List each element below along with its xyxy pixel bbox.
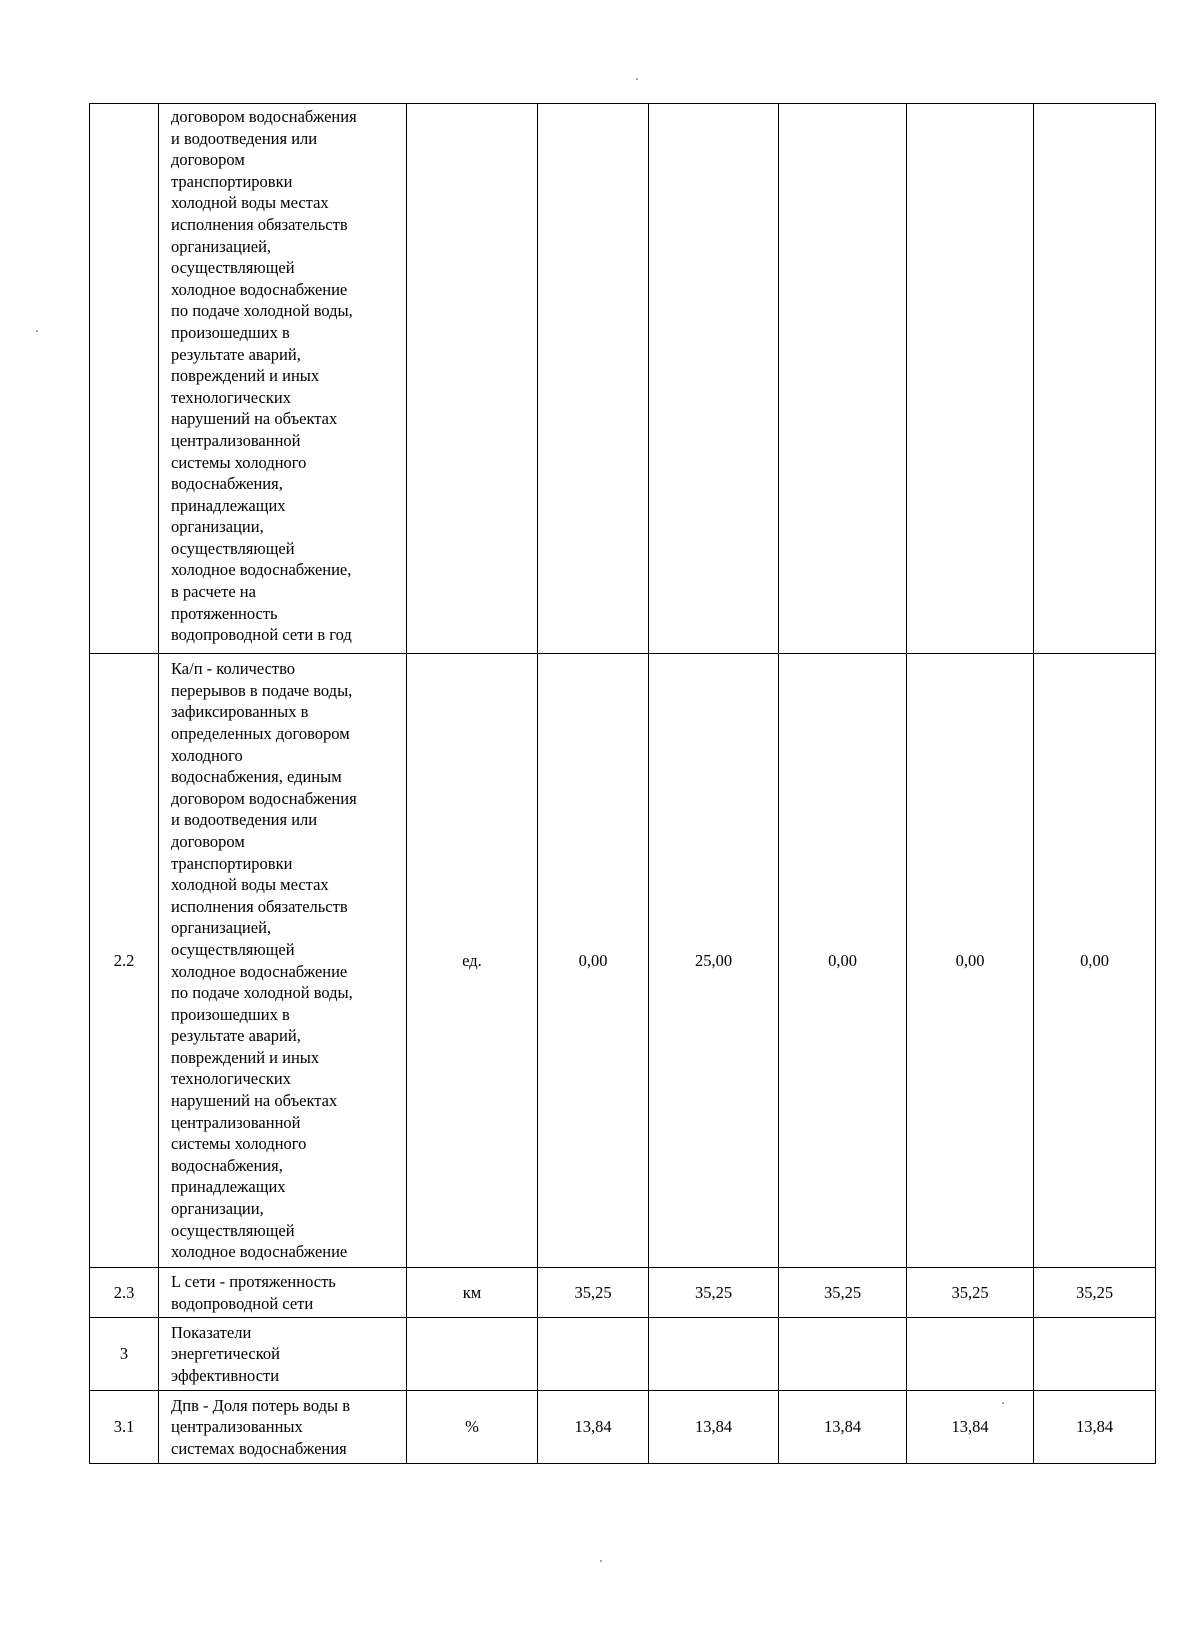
table-row xyxy=(90,1391,1156,1464)
value-cell xyxy=(649,1318,779,1391)
indicator-description: Дпв - Доля потерь воды в централизованных системах водоснабжения xyxy=(159,1391,407,1464)
row-number: 2.2 xyxy=(90,654,159,1268)
row-number: 3.1 xyxy=(90,1391,159,1464)
table-row xyxy=(90,1268,1156,1318)
indicators-table xyxy=(89,103,1156,1464)
value-cell: 0,00 xyxy=(907,654,1034,1268)
section-heading: Показатели энергетической эффективности xyxy=(159,1318,407,1391)
indicator-description: договором водоснабжения и водоотведения или договором транспортировки холодной воды местах исполнения обязательств организацией, осуществляющей холодное водоснабжение по подаче холодной воды, произошедших в результате аварий, повреждений и иных технологических нарушений на объектах централизованной системы холодного водоснабжения, принадлежащих организации, осуществляющей холодное водоснабжение, в расчете на протяженность водопроводной сети в год xyxy=(159,104,407,654)
value-cell xyxy=(1034,104,1156,654)
value-cell xyxy=(779,104,907,654)
unit-cell xyxy=(407,104,538,654)
unit-cell xyxy=(407,1318,538,1391)
indicator-description: L сети - протяженность водопроводной сети xyxy=(159,1268,407,1318)
value-cell: 35,25 xyxy=(1034,1268,1156,1318)
unit-cell: ед. xyxy=(407,654,538,1268)
value-cell: 0,00 xyxy=(538,654,649,1268)
value-cell xyxy=(907,1318,1034,1391)
value-cell: 13,84 xyxy=(907,1391,1034,1464)
value-cell xyxy=(649,104,779,654)
table-row xyxy=(90,1318,1156,1391)
row-number xyxy=(90,104,159,654)
value-cell: 13,84 xyxy=(538,1391,649,1464)
value-cell xyxy=(538,104,649,654)
value-cell xyxy=(779,1318,907,1391)
row-number: 2.3 xyxy=(90,1268,159,1318)
scan-speck xyxy=(636,78,638,80)
scan-speck xyxy=(600,1560,602,1562)
value-cell xyxy=(1034,1318,1156,1391)
value-cell: 0,00 xyxy=(1034,654,1156,1268)
value-cell: 35,25 xyxy=(907,1268,1034,1318)
row-number: 3 xyxy=(90,1318,159,1391)
table-row xyxy=(90,654,1156,1268)
value-cell: 35,25 xyxy=(649,1268,779,1318)
unit-cell: км xyxy=(407,1268,538,1318)
table-row xyxy=(90,104,1156,654)
scan-speck xyxy=(36,330,38,332)
value-cell: 25,00 xyxy=(649,654,779,1268)
indicator-description: Ка/п - количество перерывов в подаче воды, зафиксированных в определенных договором холодного водоснабжения, единым договором водоснабжения и водоотведения или договором транспортировки холодной воды местах исполнения обязательств организацией, осуществляющей холодное водоснабжение по подаче холодной воды, произошедших в результате аварий, повреждений и иных технологических нарушений на объектах централизованной системы холодного водоснабжения, принадлежащих организации, осуществляющей холодное водоснабжение xyxy=(159,654,407,1268)
value-cell: 13,84 xyxy=(779,1391,907,1464)
value-cell: 35,25 xyxy=(538,1268,649,1318)
unit-cell: % xyxy=(407,1391,538,1464)
value-cell: 35,25 xyxy=(779,1268,907,1318)
value-cell: 0,00 xyxy=(779,654,907,1268)
value-cell xyxy=(907,104,1034,654)
value-cell: 13,84 xyxy=(1034,1391,1156,1464)
value-cell: 13,84 xyxy=(649,1391,779,1464)
scan-speck xyxy=(1002,1402,1004,1404)
value-cell xyxy=(538,1318,649,1391)
